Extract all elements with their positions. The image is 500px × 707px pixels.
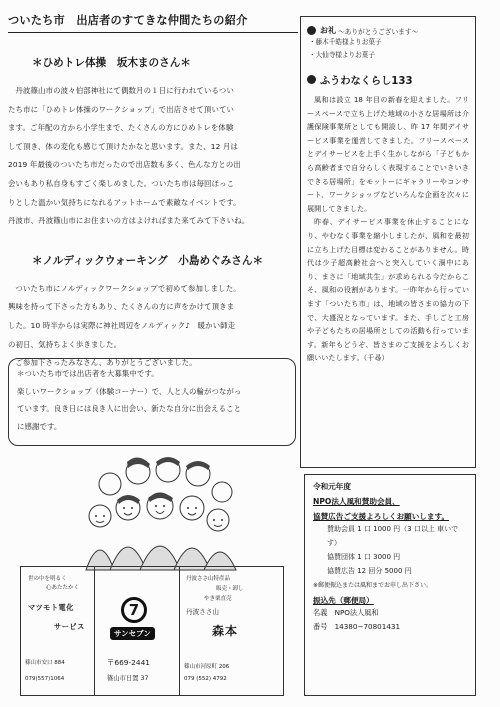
- ad-company-name: 森本: [212, 624, 239, 638]
- gift-item: ・藤木千皓様よりお菓子: [309, 38, 382, 46]
- npo-year: 令和元年度: [313, 482, 351, 491]
- npo-heading: NPO法人風和賛助会員、: [313, 497, 400, 506]
- text-line: 丹波篠山市の波々伯部神社にて偶数月の１日に行われているつい: [15, 86, 234, 95]
- flower-icon: [307, 75, 316, 84]
- npo-heading: 協賛広告ご支援よろしくお願いします。: [313, 512, 450, 521]
- text-line: ご参加下さったみなさん、ありがとうございました。: [15, 358, 197, 368]
- right-column: [300, 16, 476, 468]
- npo-fee-item: 協賛広告 12 回分 5000 円: [327, 567, 412, 575]
- transfer-name: 名義 NPO法人風和: [313, 608, 379, 617]
- ad-address: 篠山市安口 884: [25, 660, 65, 666]
- ad-zip: 〒669-2441: [107, 658, 150, 667]
- npo-fee-item: 賛助会員 1 口 1000 円（3 口以上 車いです）: [327, 525, 459, 547]
- npo-support-box: [304, 474, 476, 696]
- npo-note: ※郵便振込または風和までお申し出下さい。: [313, 582, 433, 589]
- facility-title: ふうわなくらし133: [320, 76, 413, 87]
- text-line: 丹波市、丹波篠山市にお住まいの方はよければまた来てみて下さいね。: [8, 216, 250, 226]
- text-line: ます。ご年配の方から小学生まで、たくさんの方にひめトレを体験: [8, 123, 234, 133]
- ad-address: 篠山市日置 37: [107, 675, 149, 682]
- ad-tagline: 世の中を明るく: [28, 576, 67, 582]
- text-line: した。10 時半からは実際に神社周辺をノルディック♪ 暖かい師走: [8, 320, 236, 330]
- ad-tagline: やき栗直売: [204, 596, 232, 602]
- text-line: の初日、気持ちよく歩きました。: [8, 339, 122, 349]
- text-line: ついたち市にノルディックワークショップで初めて参加しました。: [15, 283, 241, 293]
- ad-tagline: 丹波ささ山特産品: [186, 576, 231, 582]
- gift-item: ・大仙寺様よりお菓子: [309, 51, 375, 59]
- facility-header: [301, 62, 475, 93]
- ad-sun-seven: [95, 567, 180, 695]
- transfer-heading: 振込先（郵便局）: [313, 596, 374, 605]
- ad-company-name: サービス: [54, 622, 85, 631]
- notice-line: ています。良き日には良き人に出会い、新たな自分に出会えること: [17, 404, 242, 413]
- transfer-number: 番号 14380−70801431: [313, 622, 401, 631]
- recruitment-notice: [8, 358, 296, 446]
- ad-address: 篠山市河原町 206: [184, 664, 230, 670]
- sun-seven-logo: 7: [121, 597, 147, 623]
- notice-line: に感謝です。: [17, 421, 62, 431]
- sun-seven-logo-text: サンセブン: [110, 627, 155, 640]
- thanks-subtitle: ～ありがとうございます～: [338, 27, 419, 36]
- people-group-illustration: [80, 450, 240, 572]
- ad-tagline: 販売・卸し: [216, 586, 244, 592]
- ad-tagline: 丹波ささ山: [186, 608, 219, 616]
- ad-company-name: マツモト電化: [28, 603, 74, 612]
- ad-phone: 079 (552) 4792: [184, 676, 227, 682]
- thanks-header: [301, 17, 475, 36]
- text-line: 興味を持って下さった方もあり、たくさんの方に声をかけて頂きま: [8, 302, 235, 312]
- text-line: して頂き、体の変化も感じて頂けたかなと思います。また、12 月は: [8, 141, 238, 151]
- ad-matsumoto-denka: [21, 567, 95, 695]
- notice-line: ＊ついたち市では出店者を大募集中です。: [17, 369, 159, 378]
- left-column: [8, 12, 298, 373]
- text-line: りとした温かい気持ちになれるアットホームで素敵なイベントです。: [8, 197, 241, 207]
- page-title: ついたち市 出店者のすてきな仲間たちの紹介: [8, 12, 298, 33]
- notice-line: 楽しいワークショップ（体験コーナー）で、人と人の輪がつながっ: [17, 386, 242, 396]
- npo-fee-item: 協賛団体 1 口 3000 円: [327, 553, 401, 561]
- ad-morimoto: [180, 567, 283, 695]
- ad-tagline: 心あたたかく: [46, 585, 80, 591]
- text-line: 会いもあり私自身もすごく楽しめました。ついたち市は毎回ほっこ: [8, 178, 235, 188]
- facility-text: 昨春、デイサービス事業を休止することになり、やむなく事業を縮小しましたが、風和を最初に立ち上げた目標は変わることがありません。時代は少子超高齢社会へと突入していく渦中にあり、まさに「地域共生」が求められる今だからこそ、風和の役割があります。一昨年から行っています「ついたち市」は、地域の皆さまの協力の下で、大盛況となっています。また、手しごと工房や子どもたちの居場所としての活動も行っています。新年もどうぞ、皆さまのご支援をよろしくお願いいたします。（千尋）: [307, 217, 469, 363]
- facility-text: 風和は設立 18 年目の新春を迎えました。フリースペースで立ち上げた地域の小さな居場所は介護保険事業所としても開設し、昨 17 年間デイサービス事業を運営してきました。フリースペースとデイサービスを上手く生かしながら「子どもから高齢者まで自分らしく表現することでいきいきできる居場所」をモットーにギャラリーやコンサート、ワークショップなどいろんな企画を次々に展開してきました。: [307, 95, 469, 213]
- text-line: 2019 年最後のついたち市だったので出店数も多く、色んな方との出: [8, 160, 241, 170]
- ad-phone: 079(557)1064: [25, 676, 65, 682]
- section-title-nordic: ＊ノルディックウォーキング 小島めぐみさん＊: [32, 254, 264, 267]
- text-line: たち市に「ひめトレ体操のワークショップ」で出店させて頂いてい: [8, 104, 235, 114]
- section-title-himetore: ＊ひめトレ体操 坂木まのさん＊: [32, 57, 191, 69]
- sponsor-ads: [20, 566, 284, 696]
- flower-icon: [307, 26, 316, 35]
- thanks-title: お礼: [320, 26, 336, 35]
- section-text-himetore: [8, 82, 298, 231]
